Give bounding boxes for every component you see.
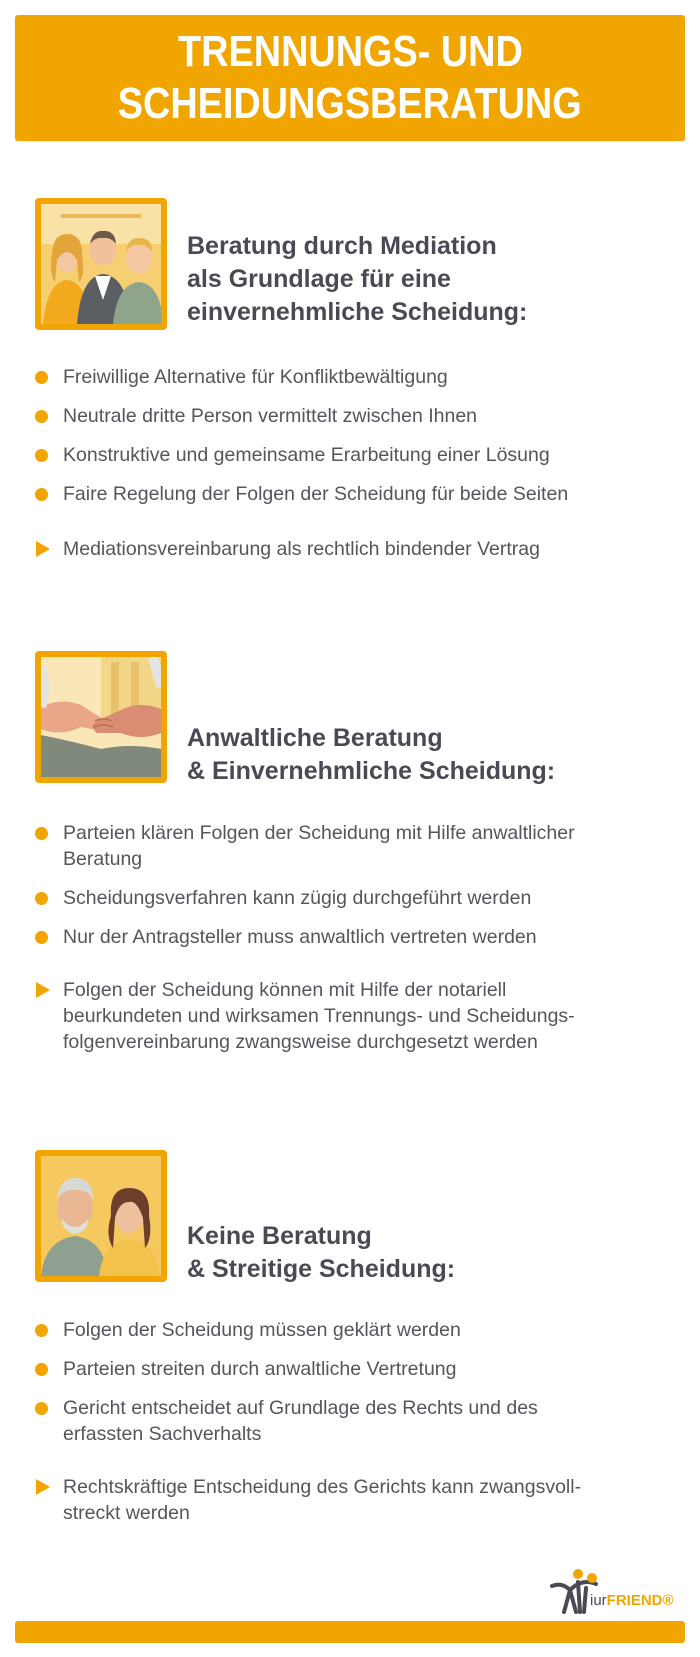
heading-line: als Grundlage für eine (187, 265, 451, 293)
logo-wordmark: iurFRIEND® (590, 1592, 674, 1609)
section-heading (187, 1220, 455, 1286)
arrow-triangle-icon (36, 541, 50, 557)
people-illustration-icon (35, 198, 167, 330)
section-heading (187, 230, 527, 329)
iurfriend-logo (548, 1566, 684, 1614)
handshake-illustration-icon (35, 651, 167, 783)
page-title-line-2: SCHEIDUNGSBERATUNG (118, 79, 582, 128)
page-title-line-1: TRENNUNGS- UND (177, 27, 523, 76)
couple-illustration-icon (35, 1150, 167, 1282)
bullet-dot-icon (35, 1324, 48, 1337)
bullet-dot-icon (35, 488, 48, 501)
bullet-dot-icon (35, 1363, 48, 1376)
bullet-dot-icon (35, 371, 48, 384)
section-heading (187, 722, 555, 788)
arrow-triangle-icon (36, 1479, 50, 1495)
bullet-dot-icon (35, 1402, 48, 1415)
heading-line: Anwaltliche Beratung (187, 724, 443, 752)
title-banner (15, 15, 685, 141)
heading-line: Beratung durch Mediation (187, 232, 497, 260)
bullet-dot-icon (35, 827, 48, 840)
bullet-dot-icon (35, 892, 48, 905)
arrow-triangle-icon (36, 982, 50, 998)
heading-line: & Streitige Scheidung: (187, 1255, 456, 1283)
bullet-dot-icon (35, 449, 48, 462)
heading-line: einvernehmliche Scheidung: (187, 298, 528, 326)
heading-line: Keine Beratung (187, 1222, 372, 1250)
footer-bar (15, 1621, 685, 1643)
bullet-dot-icon (35, 410, 48, 423)
heading-line: & Einvernehmliche Scheidung: (187, 757, 556, 785)
bullet-dot-icon (35, 931, 48, 944)
